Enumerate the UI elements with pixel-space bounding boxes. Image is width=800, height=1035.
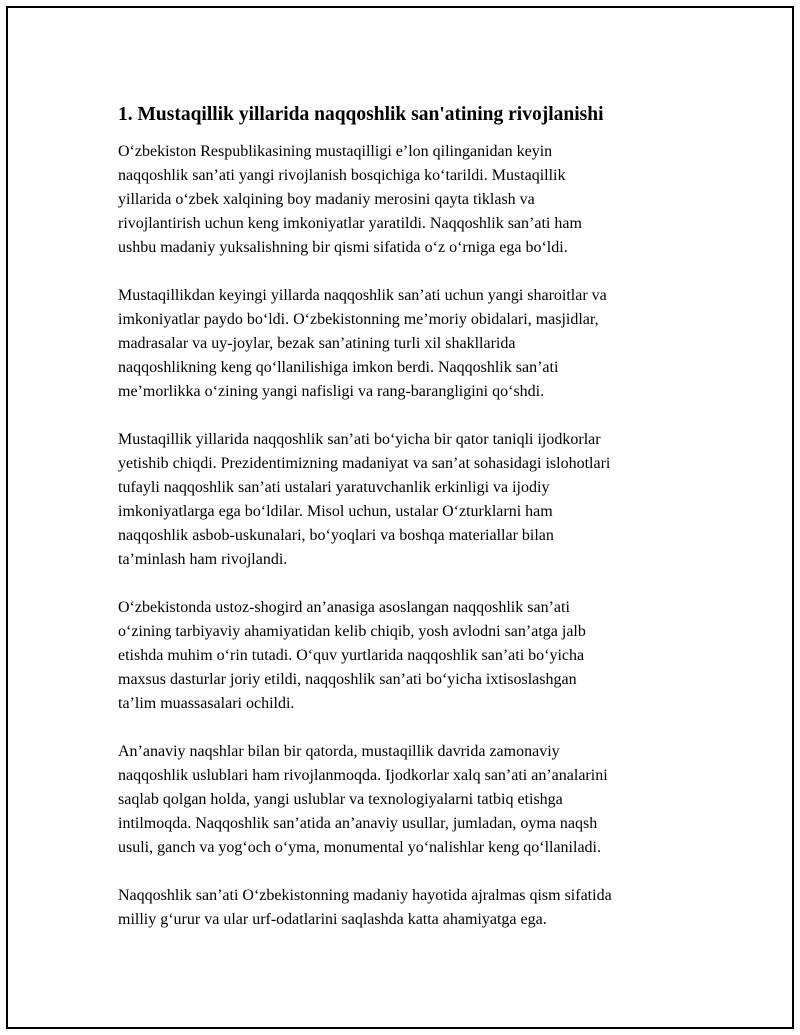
text-line: ushbu madaniy yuksalishning bir qismi sifatida o‘z o‘rniga ega bo‘ldi.	[118, 239, 568, 256]
text-line: Mustaqillik yillarida naqqoshlik san’ati bo‘yicha bir qator taniqli ijodkorlar	[118, 431, 601, 448]
text-line: naqqoshlik uslublari ham rivojlanmoqda. Ijodkorlar xalq san’ati an’analarini	[118, 767, 608, 784]
text-line: Naqqoshlik san’ati O‘zbekistonning madaniy hayotida ajralmas qism sifatida	[118, 887, 612, 904]
text-line: o‘zining tarbiyaviy ahamiyatidan kelib chiqib, yosh avlodni san’atga jalb	[118, 623, 586, 640]
text-line: O‘zbekistonda ustoz-shogird an’anasiga asoslangan naqqoshlik san’ati	[118, 599, 570, 616]
paragraph-5	[118, 740, 698, 860]
paragraph-3	[118, 428, 698, 572]
text-line: milliy g‘urur va ular urf-odatlarini saqlashda katta ahamiyatga ega.	[118, 911, 547, 928]
text-line: maxsus dasturlar joriy etildi, naqqoshlik san’ati bo‘yicha ixtisoslashgan	[118, 671, 577, 688]
text-line: O‘zbekiston Respublikasining mustaqilligi e’lon qilinganidan keyin	[118, 143, 553, 160]
text-line: madrasalar va uy-joylar, bezak san’atining turli xil shakllarida	[118, 335, 516, 352]
text-line: etishda muhim o‘rin tutadi. O‘quv yurtlarida naqqoshlik san’ati bo‘yicha	[118, 647, 585, 664]
paragraph-4	[118, 596, 698, 716]
text-line: ta’minlash ham rivojlandi.	[118, 551, 288, 568]
text-line: imkoniyatlar paydo bo‘ldi. O‘zbekistonning me’moriy obidalari, masjidlar,	[118, 311, 599, 328]
paragraph-6	[118, 884, 698, 932]
text-line: naqqoshlikning keng qo‘llanilishiga imkon berdi. Naqqoshlik san’ati	[118, 359, 559, 376]
text-line: intilmoqda. Naqqoshlik san’atida an’anaviy usullar, jumladan, oyma naqsh	[118, 815, 598, 832]
text-line: me’morlikka o‘zining yangi nafisligi va rang-barangligini qo‘shdi.	[118, 383, 545, 400]
paragraph-1	[118, 140, 698, 260]
text-line: usuli, ganch va yog‘och o‘yma, monumental yo‘nalishlar keng qo‘llaniladi.	[118, 839, 601, 856]
text-line: An’anaviy naqshlar bilan bir qatorda, mustaqillik davrida zamonaviy	[118, 743, 560, 760]
page-frame	[6, 6, 794, 1029]
text-line: tufayli naqqoshlik san’ati ustalari yaratuvchanlik erkinligi va ijodiy	[118, 479, 550, 496]
text-line: saqlab qolgan holda, yangi uslublar va texnologiyalarni tatbiq etishga	[118, 791, 563, 808]
document-body	[118, 102, 698, 956]
text-line: rivojlantirish uchun keng imkoniyatlar yaratildi. Naqqoshlik san’ati ham	[118, 215, 582, 232]
paragraph-2	[118, 284, 698, 404]
text-line: naqqoshlik san’ati yangi rivojlanish bosqichiga ko‘tarildi. Mustaqillik	[118, 167, 566, 184]
text-line: ta’lim muassasalari ochildi.	[118, 695, 295, 712]
text-line: Mustaqillikdan keyingi yillarda naqqoshlik san’ati uchun yangi sharoitlar va	[118, 287, 607, 304]
text-line: imkoniyatlarga ega bo‘ldilar. Misol uchun, ustalar O‘zturklarni ham	[118, 503, 553, 520]
document-title: 1. Mustaqillik yillarida naqqoshlik san'atining rivojlanishi	[118, 104, 604, 125]
text-line: yetishib chiqdi. Prezidentimizning madaniyat va san’at sohasidagi islohotlari	[118, 455, 611, 472]
text-line: yillarida o‘zbek xalqining boy madaniy merosini qayta tiklash va	[118, 191, 535, 208]
text-line: naqqoshlik asbob-uskunalari, bo‘yoqlari va boshqa materiallar bilan	[118, 527, 554, 544]
